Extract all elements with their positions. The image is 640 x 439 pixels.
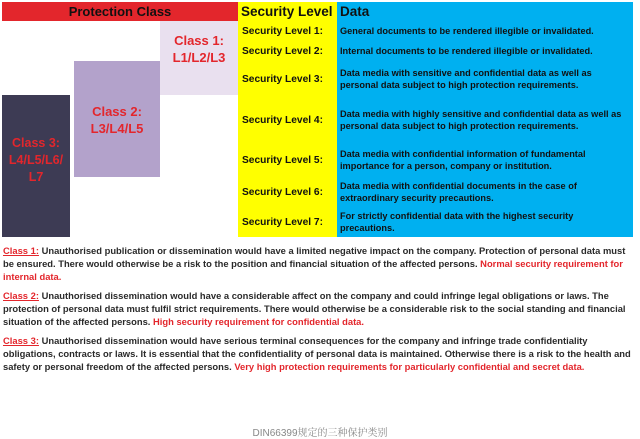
protection-class-header: Protection Class	[2, 2, 238, 21]
security-level-6-data: Data media with confidential documents in the case of extraordinary security precautions.	[340, 180, 577, 203]
security-level-1-data: General documents to be rendered illegible or invalidated.	[340, 25, 594, 36]
class-2-block: Class 2: L3/L4/L5	[74, 61, 160, 177]
security-level-5-data: Data media with confidential information of fundamental importance for a person, company or institution.	[340, 148, 586, 171]
data-header: Data	[337, 2, 633, 21]
security-level-7-data: For strictly confidential data with the highest security precautions.	[340, 210, 574, 233]
class-3-note	[3, 334, 635, 373]
security-level-3-label: Security Level 3:	[242, 73, 323, 85]
security-level-6-label: Security Level 6:	[242, 186, 323, 198]
security-level-column	[238, 21, 337, 237]
data-column	[337, 21, 633, 237]
security-level-header: Security Level	[238, 2, 337, 21]
class-3-block: Class 3: L4/L5/L6/ L7	[2, 95, 70, 237]
class-1-block: Class 1: L1/L2/L3	[160, 21, 238, 95]
security-level-4-data: Data media with highly sensitive and confidential data as well as personal data subject to high protection requirements.	[340, 108, 622, 131]
class-3-note-text: Unauthorised dissemination would have serious terminal consequences for the company and infringe trade confidentiality obligations, contracts or laws. It is essential that the confidentiality of personal data is maintained. Otherwise there is a risk to the health and safety or personal freedom of the affected persons.	[3, 335, 631, 372]
class-1-requirement: Normal security requirement for internal data.	[3, 258, 623, 282]
security-level-5-label: Security Level 5:	[242, 154, 323, 166]
class-3-requirement: Very high protection requirements for particularly confidential and secret data.	[234, 361, 585, 372]
security-level-3-data: Data media with sensitive and confidential data as well as personal data subject to high protection requirements.	[340, 67, 592, 90]
figure-caption: DIN66399规定的三种保护类别	[252, 428, 388, 439]
class-1-ref: Class 1:	[3, 245, 39, 256]
security-level-2-label: Security Level 2:	[242, 45, 323, 57]
security-level-1-label: Security Level 1:	[242, 25, 323, 37]
security-level-2-data: Internal documents to be rendered illegible or invalidated.	[340, 45, 593, 56]
class-1-note	[3, 244, 635, 283]
class-2-note-text: Unauthorised dissemination would have a considerable affect on the company and could infringe legal obligations or laws. The protection of personal data must fulfil strict requirements. There would otherwise be a considerable risk to the social standing and financial situation of the affected persons.	[3, 290, 626, 327]
security-level-7-label: Security Level 7:	[242, 216, 323, 228]
class-2-note	[3, 289, 635, 328]
class-2-requirement: High security requirement for confidential data.	[153, 316, 365, 327]
class-1-note-text: Unauthorised publication or dissemination would have a limited negative impact on the company. Protection of personal data must be ensured. There would otherwise be a risk to the position and financial situation of the affected persons.	[3, 245, 626, 269]
class-notes	[3, 244, 635, 379]
class-2-ref: Class 2:	[3, 290, 39, 301]
class-3-ref: Class 3:	[3, 335, 39, 346]
security-level-4-label: Security Level 4:	[242, 114, 323, 126]
